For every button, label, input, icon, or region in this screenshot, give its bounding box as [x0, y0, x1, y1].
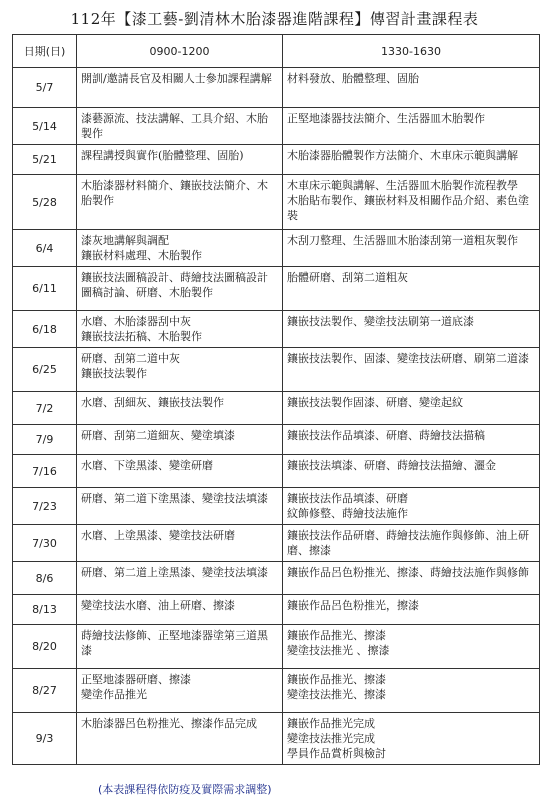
afternoon-line: 正堅地漆器技法簡介、生活器皿木胎製作 [287, 112, 485, 125]
morning-cell [77, 267, 283, 311]
afternoon-line: 鑲嵌作品推光、擦漆 [287, 673, 386, 686]
afternoon-cell [283, 455, 540, 488]
date-cell: 5/21 [13, 145, 77, 175]
morning-line: 木胎漆器呂色粉推光、擦漆作品完成 [81, 717, 257, 730]
morning-cell [77, 488, 283, 525]
table-row [13, 562, 540, 595]
header-morning: 0900-1200 [77, 35, 283, 68]
afternoon-line: 材料發放、胎體整理、固胎 [287, 72, 419, 85]
date-cell: 6/25 [13, 348, 77, 392]
morning-line: 變塗作品推光 [81, 688, 147, 701]
date-cell: 7/9 [13, 425, 77, 455]
morning-line: 鑲嵌技法圖稿設計、蒔繪技法圖稿設計 [81, 271, 268, 284]
morning-line: 正堅地漆器研磨、擦漆 [81, 673, 191, 686]
table-row [13, 68, 540, 108]
afternoon-cell [283, 267, 540, 311]
table-row [13, 669, 540, 713]
morning-cell [77, 175, 283, 230]
header-afternoon: 1330-1630 [283, 35, 540, 68]
date-cell: 7/23 [13, 488, 77, 525]
date-cell: 7/30 [13, 525, 77, 562]
afternoon-line: 鑲嵌技法製作、固漆、變塗技法研磨、刷第二道漆 [287, 352, 529, 365]
morning-line: 研磨、刮第二道中灰 [81, 352, 180, 365]
afternoon-cell [283, 713, 540, 765]
afternoon-line: 變塗技法推光完成 [287, 732, 375, 745]
afternoon-line: 紋飾修整、蒔繪技法施作 [287, 507, 408, 520]
afternoon-line: 變塗技法推光 、擦漆 [287, 644, 390, 657]
date-cell: 8/27 [13, 669, 77, 713]
afternoon-cell [283, 392, 540, 425]
date-cell: 6/11 [13, 267, 77, 311]
afternoon-cell [283, 175, 540, 230]
afternoon-line: 鑲嵌技法作品填漆、研磨 [287, 492, 408, 505]
date-cell: 9/3 [13, 713, 77, 765]
morning-cell [77, 230, 283, 267]
morning-line: 鑲嵌材料處理、木胎製作 [81, 249, 202, 262]
morning-cell [77, 669, 283, 713]
table-row [13, 175, 540, 230]
table-row [13, 230, 540, 267]
morning-line: 開訓/邀請長官及相關人士參加課程講解 [81, 72, 272, 85]
morning-line: 水磨、刮細灰、鑲嵌技法製作 [81, 396, 224, 409]
morning-line: 課程講授與實作(胎體整理、固胎) [81, 149, 244, 162]
afternoon-line: 鑲嵌技法製作、變塗技法刷第一道底漆 [287, 315, 474, 328]
morning-cell [77, 713, 283, 765]
afternoon-cell [283, 525, 540, 562]
afternoon-line: 木胎漆器胎體製作方法簡介、木車床示範與講解 [287, 149, 518, 162]
afternoon-line: 學員作品賞析與檢討 [287, 747, 386, 760]
afternoon-line: 鑲嵌技法作品填漆、研磨、蒔繪技法描稿 [287, 429, 485, 442]
date-cell: 8/13 [13, 595, 77, 625]
morning-line: 蒔繪技法修飾、正堅地漆器塗第三道黑漆 [81, 629, 268, 657]
date-cell: 6/18 [13, 311, 77, 348]
table-row [13, 525, 540, 562]
morning-cell [77, 455, 283, 488]
afternoon-line: 鑲嵌作品推光完成 [287, 717, 375, 730]
morning-cell [77, 525, 283, 562]
date-cell: 5/14 [13, 108, 77, 145]
afternoon-line: 木車床示範與講解、生活器皿木胎製作流程教學 [287, 179, 518, 192]
morning-line: 變塗技法水磨、油上研磨、擦漆 [81, 599, 235, 612]
afternoon-cell [283, 311, 540, 348]
morning-line: 研磨、刮第二道細灰、變塗填漆 [81, 429, 235, 442]
table-row [13, 425, 540, 455]
afternoon-line: 鑲嵌作品呂色粉推光、擦漆、蒔繪技法施作與修飾 [287, 566, 529, 579]
morning-cell [77, 108, 283, 145]
table-row [13, 311, 540, 348]
morning-cell [77, 625, 283, 669]
date-cell: 8/20 [13, 625, 77, 669]
morning-line: 木胎漆器材料簡介、鑲嵌技法簡介、木胎製作 [81, 179, 268, 207]
morning-line: 漆藝源流、技法講解、工具介紹、木胎製作 [81, 112, 268, 140]
afternoon-cell [283, 488, 540, 525]
date-cell: 5/28 [13, 175, 77, 230]
date-cell: 8/6 [13, 562, 77, 595]
morning-cell [77, 145, 283, 175]
afternoon-cell [283, 425, 540, 455]
morning-cell [77, 68, 283, 108]
schedule-table [12, 34, 540, 765]
afternoon-cell [283, 348, 540, 392]
morning-line: 研磨、第二道下塗黑漆、變塗技法填漆 [81, 492, 268, 505]
morning-line: 漆灰地講解與調配 [81, 234, 169, 247]
page-title: 112年【漆工藝-劉清林木胎漆器進階課程】傳習計畫課程表 [70, 10, 479, 28]
afternoon-line: 木刮刀整理、生活器皿木胎漆刮第一道粗灰製作 [287, 234, 518, 247]
table-row [13, 267, 540, 311]
table-row [13, 392, 540, 425]
morning-line: 圖稿討論、研磨、木胎製作 [81, 286, 213, 299]
table-header-row [13, 35, 540, 68]
date-cell: 7/2 [13, 392, 77, 425]
table-row [13, 108, 540, 145]
afternoon-line: 鑲嵌技法填漆、研磨、蒔繪技法描繪、灑金 [287, 459, 496, 472]
date-cell: 5/7 [13, 68, 77, 108]
table-row [13, 625, 540, 669]
table-row [13, 713, 540, 765]
table-row [13, 348, 540, 392]
morning-cell [77, 425, 283, 455]
afternoon-cell [283, 230, 540, 267]
morning-cell [77, 348, 283, 392]
afternoon-cell [283, 108, 540, 145]
morning-line: 鑲嵌技法製作 [81, 367, 147, 380]
date-cell: 7/16 [13, 455, 77, 488]
afternoon-cell [283, 625, 540, 669]
afternoon-cell [283, 669, 540, 713]
morning-line: 研磨、第二道上塗黑漆、變塗技法填漆 [81, 566, 268, 579]
afternoon-cell [283, 145, 540, 175]
schedule-body [13, 68, 540, 765]
header-date: 日期(日) [13, 35, 77, 68]
footnote: (本表課程得依防疫及實際需求調整) [98, 783, 272, 796]
afternoon-line: 鑲嵌作品推光、擦漆 [287, 629, 386, 642]
afternoon-line: 木胎貼布製作、鑲嵌材料及相關作品介紹、素色塗裝 [287, 194, 529, 222]
morning-line: 水磨、木胎漆器刮中灰 [81, 315, 191, 328]
afternoon-cell [283, 68, 540, 108]
table-row [13, 488, 540, 525]
morning-cell [77, 562, 283, 595]
morning-cell [77, 311, 283, 348]
morning-line: 水磨、上塗黑漆、變塗技法研磨 [81, 529, 235, 542]
morning-cell [77, 392, 283, 425]
afternoon-line: 鑲嵌作品呂色粉推光，擦漆 [287, 599, 419, 612]
afternoon-cell [283, 562, 540, 595]
morning-line: 鑲嵌技法拓稿、木胎製作 [81, 330, 202, 343]
date-cell: 6/4 [13, 230, 77, 267]
afternoon-line: 鑲嵌技法作品研磨、蒔繪技法施作與修飾、油上研磨、擦漆 [287, 529, 529, 557]
morning-line: 水磨、下塗黑漆、變塗研磨 [81, 459, 213, 472]
afternoon-line: 鑲嵌技法製作固漆、研磨、變塗起紋 [287, 396, 463, 409]
table-row [13, 145, 540, 175]
afternoon-cell [283, 595, 540, 625]
morning-cell [77, 595, 283, 625]
table-row [13, 455, 540, 488]
afternoon-line: 變塗技法推光、擦漆 [287, 688, 386, 701]
table-row [13, 595, 540, 625]
afternoon-line: 胎體研磨、刮第二道粗灰 [287, 271, 408, 284]
